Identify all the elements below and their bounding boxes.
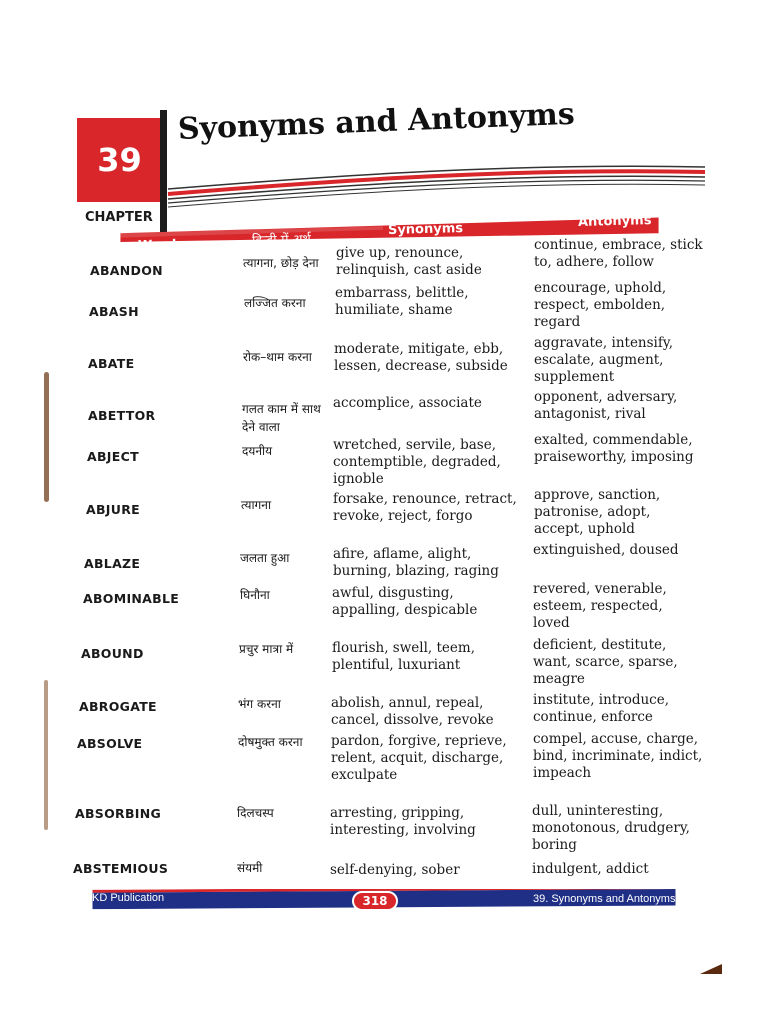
header-hindi: हिन्दी में अर्थ	[251, 232, 312, 249]
row-word: ABASH	[89, 304, 139, 319]
page-number-badge	[352, 891, 398, 911]
row-word: ABETTOR	[88, 408, 156, 423]
row-synonyms: self-denying, sober	[330, 862, 460, 878]
row-synonyms: abolish, annul, repeal, cancel, dissolve, revoke	[331, 695, 494, 728]
header-synonyms: Synonyms	[387, 221, 464, 238]
row-word: ABJURE	[86, 502, 140, 517]
header-words: Words	[137, 237, 185, 254]
row-synonyms: flourish, swell, teem, plentiful, luxuriant	[332, 640, 475, 673]
row-word: ABLAZE	[84, 556, 141, 571]
row-synonyms: awful, disgusting, appalling, despicable	[332, 585, 478, 618]
row-synonyms: give up, renounce, relinquish, cast aside	[336, 245, 482, 278]
row-word: ABANDON	[90, 263, 163, 278]
row-antonyms: exalted, commendable, praiseworthy, imposing	[534, 432, 694, 465]
row-hindi: रोक–थाम करना	[243, 350, 312, 364]
row-hindi: दिलचस्प	[237, 806, 274, 820]
row-antonyms: compel, accuse, charge, bind, incriminate, indict, impeach	[533, 731, 703, 781]
row-word: ABOMINABLE	[83, 591, 180, 606]
corner-scan-mark	[700, 962, 724, 976]
row-antonyms: opponent, adversary, antagonist, rival	[534, 389, 678, 422]
chapter-number-box	[77, 118, 162, 202]
row-word: ABSOLVE	[77, 736, 143, 751]
row-antonyms: approve, sanction, patronise, adopt, accept, uphold	[534, 487, 661, 537]
row-hindi: त्यागना, छोड़ देना	[243, 256, 319, 270]
row-synonyms: wretched, servile, base, contemptible, degraded, ignoble	[333, 437, 501, 487]
row-hindi: लज्जित करना	[244, 296, 306, 310]
row-synonyms: accomplice, associate	[333, 395, 482, 411]
row-antonyms: indulgent, addict	[532, 861, 649, 877]
row-hindi: दोषमुक्त करना	[238, 735, 303, 749]
page-edge-shadow	[44, 372, 49, 502]
row-synonyms: embarrass, belittle, humiliate, shame	[335, 285, 469, 318]
row-word: ABJECT	[87, 449, 139, 464]
row-hindi: जलता हुआ	[240, 551, 290, 565]
chapter-title: Syonyms and Antonyms	[177, 96, 576, 147]
row-synonyms: forsake, renounce, retract, revoke, reject, forgo	[333, 491, 517, 524]
row-antonyms: extinguished, doused	[533, 542, 679, 558]
row-hindi: दयनीय	[242, 444, 273, 458]
row-synonyms: pardon, forgive, reprieve, relent, acquit, discharge, exculpate	[331, 733, 507, 783]
chapter-label: CHAPTER	[85, 210, 153, 225]
page-edge-shadow-lower	[44, 680, 48, 830]
row-antonyms: continue, embrace, stick to, adhere, follow	[534, 237, 703, 270]
row-antonyms: institute, introduce, continue, enforce	[533, 692, 669, 725]
header-antonyms: Antonyms	[577, 213, 652, 230]
row-antonyms: revered, venerable, esteem, respected, loved	[533, 581, 667, 631]
row-hindi: संयमी	[237, 861, 263, 875]
row-antonyms: encourage, uphold, respect, embolden, regard	[534, 280, 667, 330]
row-hindi: गलत काम में साथ देने वाला	[242, 402, 321, 434]
row-antonyms: deficient, destitute, want, scarce, sparse, meagre	[533, 637, 678, 687]
row-synonyms: moderate, mitigate, ebb, lessen, decrease, subside	[334, 341, 508, 374]
footer-publisher: KD Publication	[92, 892, 165, 904]
row-antonyms: dull, uninteresting, monotonous, drudgery, boring	[532, 803, 690, 853]
row-word: ABSTEMIOUS	[73, 861, 169, 876]
row-word: ABSORBING	[75, 806, 162, 821]
title-swoosh-lines	[160, 150, 708, 214]
row-synonyms: afire, aflame, alight, burning, blazing, raging	[333, 546, 499, 579]
row-hindi: त्यागना	[241, 498, 272, 512]
row-antonyms: aggravate, intensify, escalate, augment, supplement	[534, 335, 673, 385]
row-word: ABATE	[88, 356, 135, 371]
row-hindi: घिनौना	[240, 588, 270, 602]
row-hindi: प्रचुर मात्रा में	[239, 642, 294, 656]
page-number: 318	[362, 894, 388, 908]
chapter-number: 39	[97, 141, 142, 179]
footer-section: 39. Synonyms and Antonyms	[533, 893, 676, 905]
row-word: ABROGATE	[79, 699, 157, 714]
row-synonyms: arresting, gripping, interesting, involving	[330, 805, 476, 838]
row-hindi: भंग करना	[238, 697, 281, 711]
row-word: ABOUND	[81, 646, 144, 661]
